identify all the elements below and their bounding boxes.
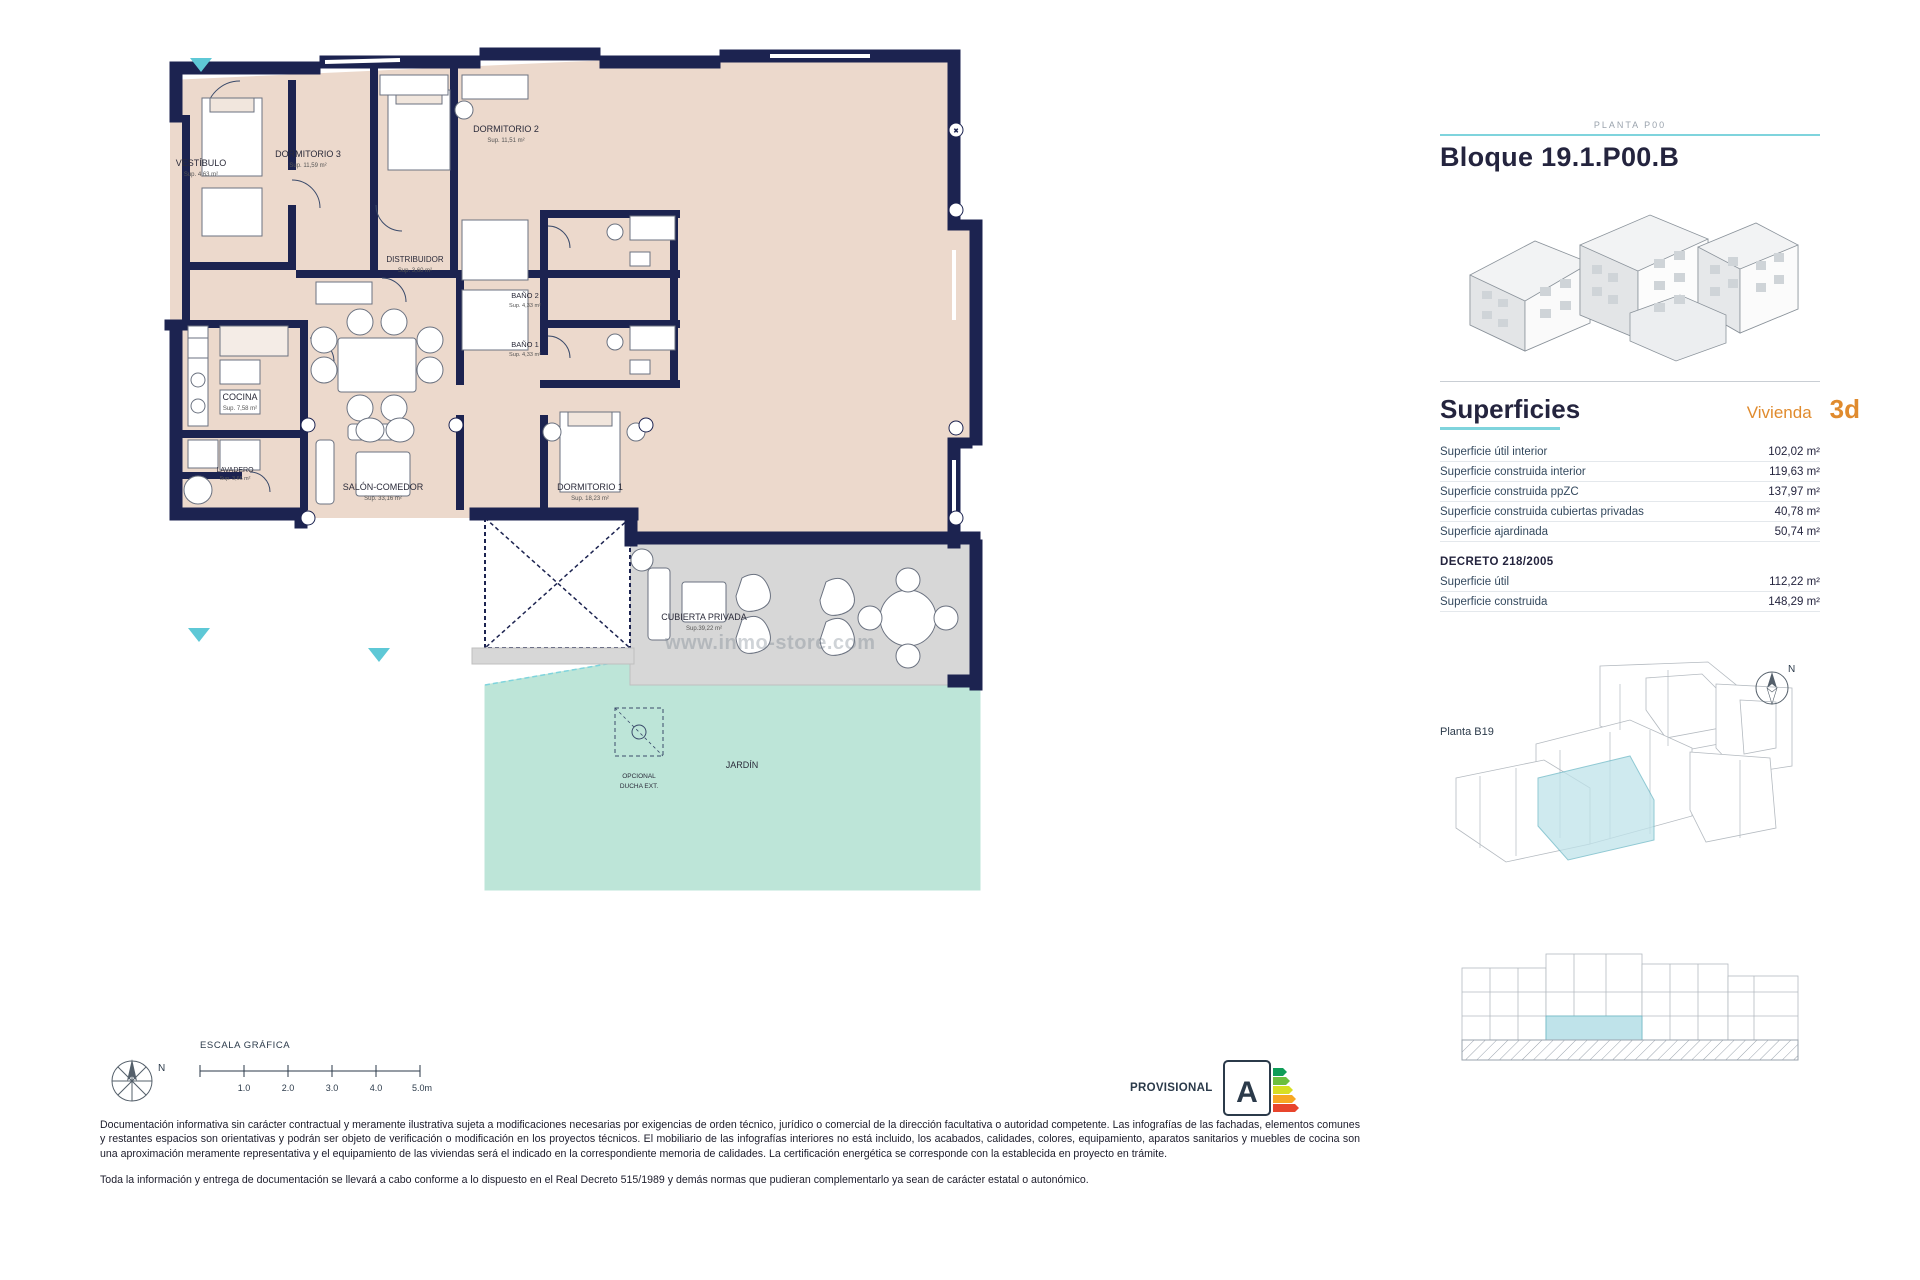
ground-hatch (1462, 1040, 1798, 1060)
decreto-title: DECRETO 218/2005 (1440, 556, 1554, 568)
surface-row (1440, 502, 1820, 522)
block-title: Bloque 19.1.P00.B (1440, 142, 1680, 172)
room-label: DISTRIBUIDOR (386, 255, 444, 264)
dwelling-label: Vivienda (1746, 403, 1812, 422)
energy-label-icon (1223, 1060, 1301, 1116)
surface-value: 119,63 m² (1769, 465, 1820, 478)
decreto-label: Superficie construida (1440, 595, 1548, 608)
svg-text:×: × (953, 128, 959, 135)
surface-label: Superficie construida ppZC (1440, 485, 1579, 498)
room-area: Sup. 4,33 m² (508, 352, 542, 358)
room-label: DORMITORIO 2 (473, 124, 539, 134)
room-area: Sup. 33,16 m² (364, 496, 402, 502)
floor-plan-svg (70, 20, 1130, 1030)
optional-shower-label: OPCIONAL (622, 773, 656, 780)
surface-label: Superficie construida interior (1440, 465, 1586, 478)
panel-divider (1440, 381, 1820, 382)
decreto-label: Superficie útil (1440, 575, 1510, 588)
decreto-row (1440, 592, 1820, 612)
legal-text (100, 1118, 1360, 1199)
surfaces-header (1440, 394, 1860, 425)
surface-value: 40,78 m² (1774, 505, 1820, 518)
surface-label: Superficie ajardinada (1440, 525, 1549, 538)
legal-paragraph-2: Toda la información y entrega de documentación se llevará a cabo conforme a lo dispuesto en el Real Decreto 515/1989 y demás normas que pudieran complementarlo ya sean de carácter estatal o autonómico. (100, 1173, 1089, 1186)
optional-shower-label-2: DUCHA EXT. (619, 783, 659, 790)
decreto-value: 148,29 m² (1768, 595, 1820, 608)
watermark: www.inmo-store.com (665, 632, 876, 654)
room-area: Sup. 11,59 m² (289, 163, 327, 169)
scale-tick: 5.0m (411, 1083, 433, 1093)
surface-value: 102,02 m² (1768, 445, 1820, 458)
surfaces-underline (1440, 427, 1560, 430)
room-label: BAÑO 1 (511, 340, 539, 349)
room-area: Sup. 3,66 m² (219, 476, 251, 482)
surfaces-title: Superficies (1440, 394, 1581, 424)
floor-plan (70, 20, 1130, 1030)
compass-north-letter: N (158, 1063, 166, 1074)
provisional-block (1130, 1060, 1301, 1116)
room-label: DORMITORIO 1 (557, 482, 623, 492)
room-area: Sup. 7,58 m² (222, 406, 258, 412)
graphic-scale (100, 1040, 520, 1116)
panel-top-rule (1440, 134, 1820, 136)
surface-label: Superficie construida cubiertas privadas (1440, 505, 1644, 518)
room-label: DORMITORIO 3 (275, 149, 341, 159)
scale-title: ESCALA GRÁFICA (200, 1040, 291, 1051)
room-area: Sup. 4,63 m² (183, 172, 219, 178)
surface-value: 50,74 m² (1774, 525, 1820, 538)
decreto-value: 112,22 m² (1769, 575, 1820, 588)
surface-row (1440, 462, 1820, 482)
room-label: JARDÍN (725, 760, 759, 770)
room-area: Sup.39,22 m² (685, 626, 723, 632)
room-area: Sup. 3,60 m² (397, 268, 433, 274)
compass-rose (112, 1059, 152, 1101)
scale-tick: 3.0 (325, 1083, 339, 1093)
provisional-label: PROVISIONAL (1130, 1082, 1213, 1094)
surface-row (1440, 482, 1820, 502)
decreto-row (1440, 572, 1820, 592)
building-section (1440, 938, 1820, 1088)
scale-tick: 2.0 (281, 1083, 295, 1093)
room-label: BAÑO 2 (511, 291, 539, 300)
room-area: Sup. 18,23 m² (571, 496, 609, 502)
scale-ruler (200, 1065, 420, 1077)
room-area: Sup. 4,33 m² (508, 303, 542, 309)
section-highlight (1546, 1016, 1642, 1040)
room-label: SALÓN-COMEDOR (342, 482, 424, 492)
key-plan (1440, 648, 1820, 908)
panel-top-label: PLANTA P00 (1593, 120, 1667, 130)
energy-rating-letter: A (1235, 1076, 1258, 1109)
scale-tick: 1.0 (237, 1083, 251, 1093)
surface-row (1440, 522, 1820, 542)
surface-row (1440, 442, 1820, 462)
room-area: Sup. 11,51 m² (487, 138, 525, 144)
scale-tick: 4.0 (369, 1083, 383, 1093)
dwelling-type: 3d (1829, 394, 1860, 424)
key-plan-label: Planta B19 (1440, 726, 1494, 738)
surface-value: 137,97 m² (1768, 485, 1820, 498)
room-label: COCINA (222, 392, 258, 402)
info-panel (1440, 120, 1860, 1240)
building-render (1440, 183, 1820, 373)
legal-paragraph-1: Documentación informativa sin carácter contractual y meramente ilustrativa sujeta a modificaciones necesarias por exigencias de orden técnico, jurídico o comercial de la dirección facultativa o autoridad competente. Las infografías de las fachadas, elementos comunes y restantes espacios son orientativas y podrán ser objeto de verificación o modificación en los proyectos técnicos. El mobiliario de las infografías interiores no está incluido, los acabados, calidades, colores, equipamiento, aparatos sanitarios y muebles de cocina son una aproximación meramente representativa y el equipamiento de las viviendas será el indicado en la correspondiente memoria de calidades. La certificación energética se corresponde con la establecida en proyecto en trámite. (100, 1119, 1360, 1160)
surface-label: Superficie útil interior (1440, 445, 1548, 458)
room-label: CUBIERTA PRIVADA (661, 612, 747, 622)
room-label: LAVADERO (216, 467, 254, 474)
north-letter: N (1788, 664, 1796, 675)
room-label: VESTÍBULO (175, 158, 227, 168)
